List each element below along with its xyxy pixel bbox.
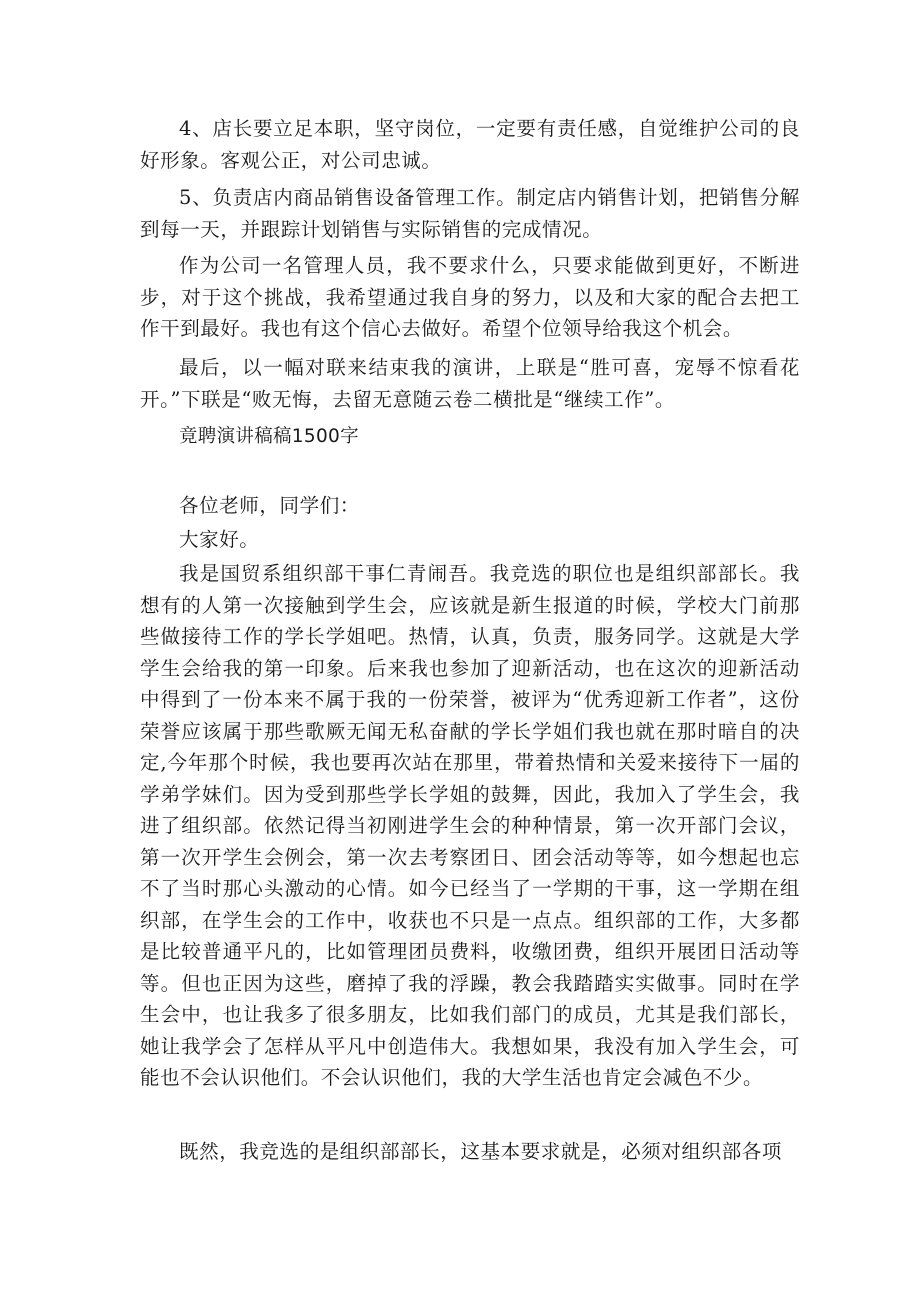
paragraph-speech-continuation: 既然，我竞选的是组织部部长，这基本要求就是，必须对组织部各项	[179, 1140, 783, 1163]
section-subtitle: 竟聘演讲稿稿1500字	[179, 426, 359, 447]
paragraph-closing-couplet: 最后，以一幅对联来结束我的演讲，上联是“胜可喜，宠辱不惊看花开。”下联是“败无悔，去留无意随云卷二横批是“继续工作”。	[140, 356, 800, 411]
greeting: 大家好。	[179, 528, 260, 551]
paragraph-manager-statement: 作为公司一名管理人员，我不要求什么，只要求能做到更好，不断进步，对于这个挑战，我希望通过我自身的努力，以及和大家的配合去把工作干到最好。我也有这个信心去做好。希望个位领导给我这个机会。	[140, 254, 800, 340]
paragraph-store-manager-duty-4: 4、店长要立足本职，坚守岗位，一定要有责任感，自觉维护公司的良好形象。客观公正，对公司忠诚。	[140, 117, 800, 172]
paragraph-speech-body: 我是国贸系组织部干事仁青闹吾。我竞选的职位也是组织部部长。我想有的人第一次接触到学生会，应该就是新生报道的时候，学校大门前那些做接待工作的学长学姐吧。热情，认真，负责，服务同学。这就是大学学生会给我的第一印象。后来我也参加了迎新活动，也在这次的迎新活动中得到了一份本来不属于我的一份荣誉，被评为“优秀迎新工作者”，这份荣誉应该属于那些歌厥无闻无私奋献的学长学姐们我也就在那时暗自的决定,今年那个时候，我也要再次站在那里，带着热情和关爱来接待下一届的学弟学妹们。因为受到那些学长学姐的鼓舞，因此，我加入了学生会，我进了组织部。依然记得当初刚进学生会的种种情景，第一次开部门会议，第一次开学生会例会，第一次去考察团日、团会活动等等，如今想起也忘不了当时那心头激动的心情。如今已经当了一学期的干事，这一学期在组织部，在学生会的工作中，收获也不只是一点点。组织部的工作，大多都是比较普通平凡的，比如管理团员费料，收缴团费，组织开展团日活动等等。但也正因为这些，磨掉了我的浮躁，教会我踏踏实实做事。同时在学生会中，也让我多了很多朋友，比如我们部门的成员，尤其是我们部长，她让我学会了怎样从平凡中创造伟大。我想如果，我没有加入学生会，可能也不会认识他们。不会认识他们，我的大学生活也肯定会减色不少。	[140, 562, 800, 1089]
salutation: 各位老师，同学们：	[179, 494, 360, 517]
paragraph-store-manager-duty-5: 5、负责店内商品销售设备管理工作。制定店内销售计划，把销售分解到每一天，并跟踪计划销售与实际销售的完成情况。	[140, 186, 800, 241]
